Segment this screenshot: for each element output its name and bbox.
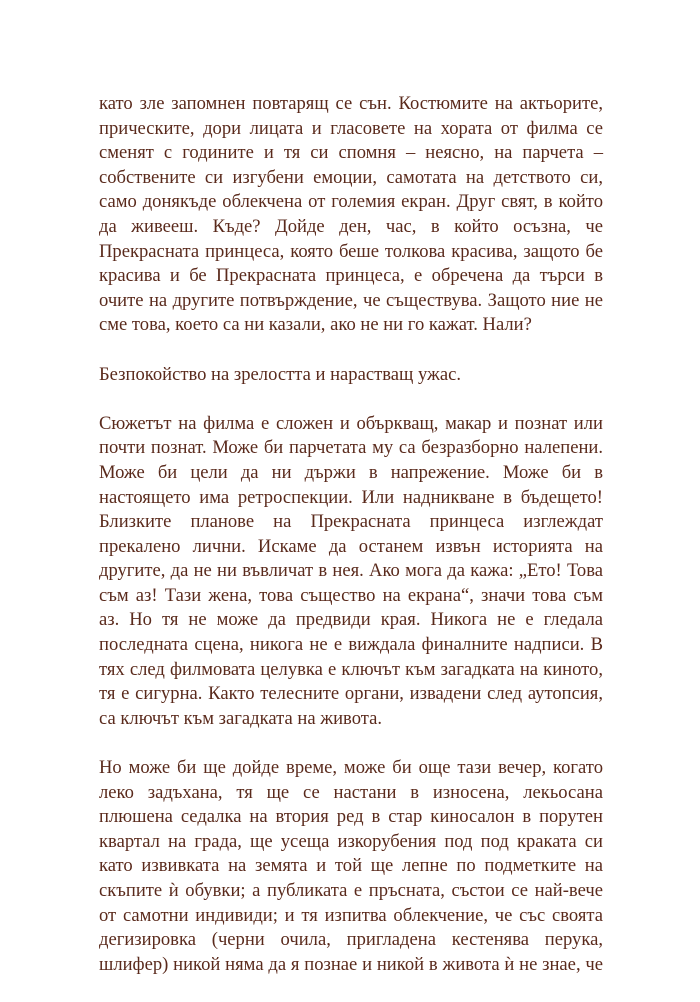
text-line: тях след филмовата целувка е ключът към загадката на киното,	[99, 658, 603, 680]
text-line: от самотни индивиди; и тя изпитва облекчение, че със своята	[99, 904, 603, 926]
text-line: дегизировка (черни очила, приглaдена кестенява перука,	[99, 929, 603, 951]
paragraph-4	[99, 756, 603, 977]
text-line: тя е сигурна. Както телесните органи, извадени след аутопсия,	[99, 683, 603, 705]
text-line: като зле запомнен повтарящ се сън. Костюмите на актьорите,	[99, 93, 603, 114]
text-line: собствените си изгубени емоции, самотата на детството си,	[99, 166, 603, 188]
text-line: прекалено лични. Искаме да останем извън историята на	[99, 535, 603, 557]
text-line: сменят с годините и тя си спомня – неясно, на парчета –	[99, 142, 603, 164]
text-line: почти познат. Може би парчетата му са безразборно налепени.	[99, 437, 603, 459]
text-line: Близките планове на Прекрасната принцеса изглеждат	[99, 511, 603, 533]
text-line: Сюжетът на филма е сложен и объркващ, макар и познат или	[99, 412, 603, 434]
text-line: другите, да не ни въвличат в нея. Ако мога да кажа: „Ето! Това	[99, 560, 603, 582]
paragraph-2	[99, 363, 603, 388]
text-line: са ключът към загадката на живота.	[99, 707, 383, 729]
text-line: съм аз! Тази жена, това същество на екрана“, значи това съм	[99, 584, 603, 606]
text-line: плюшена седалка на втория ред в стар киносалон в порутен	[99, 806, 603, 828]
text-line: красива и бе Прекрасната принцеса, е обречена да търси в	[99, 265, 603, 287]
text-line: настоящето има ретроспекции. Или надникване в бъдещето!	[99, 486, 603, 508]
text-line: прическите, дори лицата и гласовете на хората от филма се	[99, 117, 603, 139]
text-line: аз. Но тя не може да предвиди края. Никога не е гледала	[99, 609, 603, 631]
text-line: Може би цели да ни държи в напрежение. Може би в	[99, 461, 603, 483]
text-line: Безпокойство на зрелостта и нарастващ ужас.	[99, 363, 462, 385]
body-text	[99, 92, 603, 1002]
paragraph-1	[99, 92, 603, 338]
text-line: само донякъде облекчена от големия екран. Друг свят, в който	[99, 191, 603, 213]
text-line: сме това, което са ни казали, ако не ни го кажат. Нали?	[99, 314, 532, 336]
text-line: като извивката на земята и той ще лепне по подметките на	[99, 855, 603, 877]
text-line: последната сцена, никога не е виждала финалните надписи. В	[99, 634, 603, 656]
text-line: леко задъхана, тя ще се настани в износена, лекьосана	[99, 781, 603, 803]
text-line: да живееш. Къде? Дойде ден, час, в който осъзна, че	[99, 215, 603, 237]
text-line: шлифер) никой няма да я познае и никой в живота ѝ не знае, че	[99, 953, 603, 975]
text-line: очите на другите потвърждение, че съществува. Защото ние не	[99, 289, 603, 311]
text-line: Но може би ще дойде време, може би още тази вечер, когато	[99, 757, 603, 779]
text-line: Прекрасната принцеса, която беше толкова красива, защото бе	[99, 240, 603, 262]
text-line: квартал на града, ще усеща изкорубения под под краката си	[99, 830, 603, 852]
paragraph-3	[99, 412, 603, 732]
text-line: скъпите ѝ обувки; а публиката е пръсната, състои се най-вече	[99, 880, 603, 901]
